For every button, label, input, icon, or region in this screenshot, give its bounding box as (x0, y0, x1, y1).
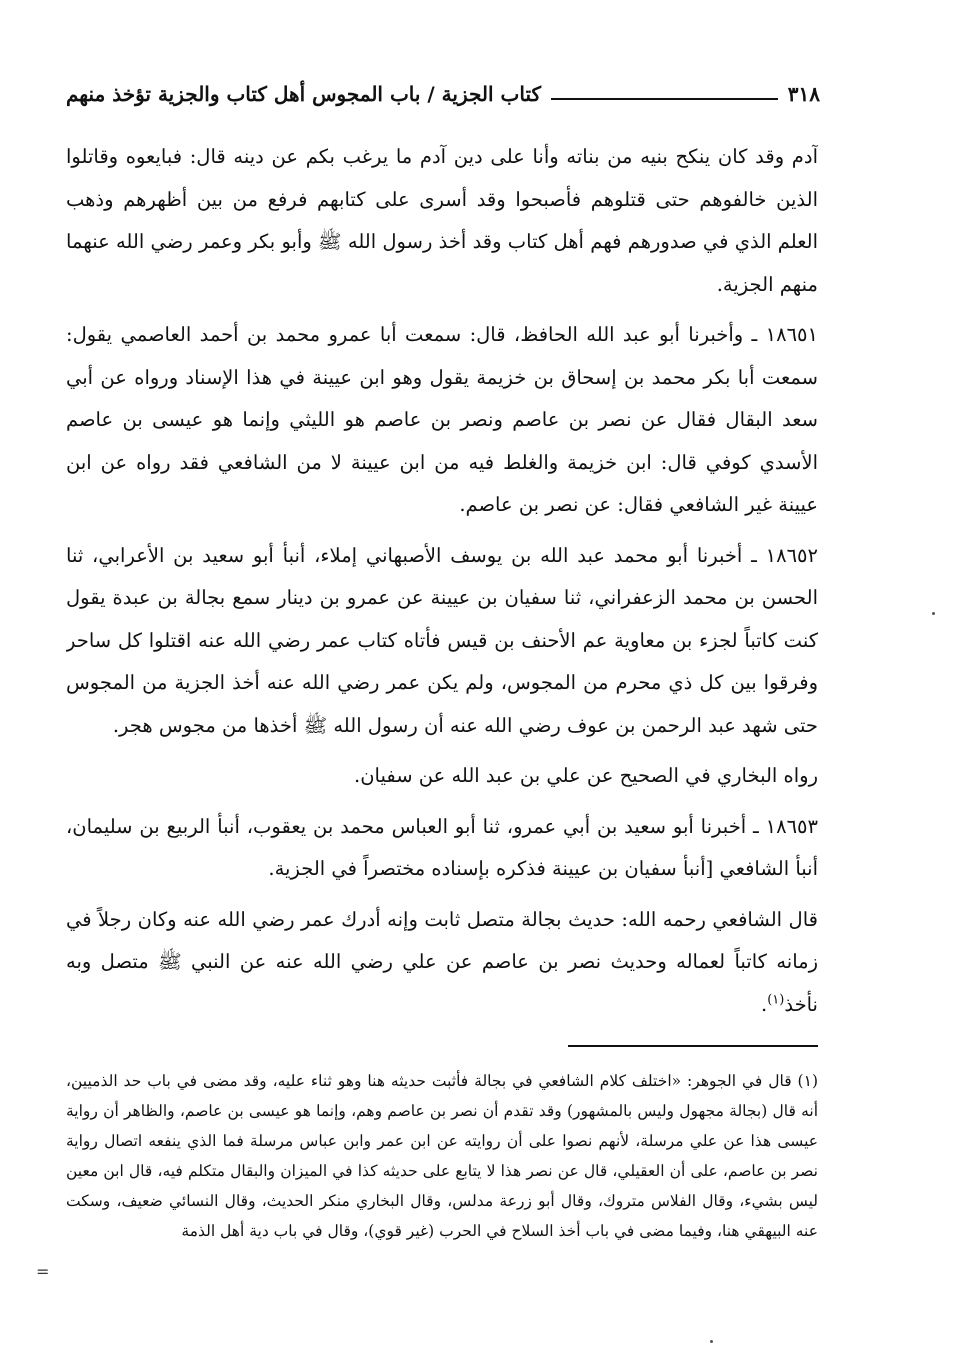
scan-speck (932, 612, 935, 615)
hadith-18652: ١٨٦٥٢ ـ أخبرنا أبو محمد عبد الله بن يوسف الأصبهاني إملاء، أنبأ أبو سعيد بن الأعرابي، ثنا الحسن بن محمد الزعفراني، ثنا سفيان بن عيينة عن عمرو بن دينار سمع بجالة بن عبدة يقول كنت كاتباً لجزء بن معاوية عم الأحنف بن قيس فأتاه كتاب عمر رضي الله عنه اقتلوا كل ساحر وفرقوا بين كل ذي محرم من المجوس، ولم يكن عمر رضي الله عنه أخذ الجزية من المجوس حتى شهد عبد الرحمن بن عوف رضي الله عنه أن رسول الله ﷺ أخذها من مجوس هجر. (66, 543, 818, 737)
footnote-text: (١) قال في الجوهر: «اختلف كلام الشافعي في بجالة فأثبت حديثه هنا وهو ثناء عليه، وقد مضى في باب حد الذميين، أنه قال (بجالة مجهول وليس بالمشهور) وقد تقدم أن نصر بن عاصم وهم، وإنما هو عيسى بن عاصم، والظاهر أن رواية عيسى هذا عن علي مرسلة، لأنهم نصوا على أن روايته عن ابن عمر وابن عباس مرسلة فما الذي ينفعه اتصال رواية نصر بن عاصم، على أن العقيلي، قال عن نصر هذا لا يتابع على حديثه كذا في الميزان والبقال متكلم فيه، قال ابن معين ليس بشيء، وقال الفلاس متروك، وقال أبو زرعة مدلس، وقال البخاري منكر الحديث، وقال النسائي ضعيف، وسكت عنه البيهقي هنا، وفيما مضى في باب أخذ السلاح في الحرب (غير قوي)، وقال في باب دية أهل الذمة (66, 1072, 818, 1240)
hadith-18651: ١٨٦٥١ ـ وأخبرنا أبو عبد الله الحافظ، قال: سمعت أبا عمرو محمد بن أحمد العاصمي يقول: سمعت أبا بكر محمد بن إسحاق بن خزيمة يقول وهو ابن عيينة في هذا الإسناد ورواه عن أبي سعد البقال فقال عن نصر بن عاصم ونصر بن عاصم هو الليثي وإنما هو عيسى بن عاصم الأسدي كوفي قال: ابن خزيمة والغلط فيه من ابن عيينة لا من الشافعي فقد رواه عن ابن عيينة غير الشافعي فقال: عن نصر بن عاصم. (66, 323, 818, 516)
continuation-mark: = (36, 1262, 50, 1281)
footnote (66, 1066, 818, 1292)
running-title: كتاب الجزية / باب المجوس أهل كتاب والجزية تؤخذ منهم (66, 82, 541, 106)
header-rule (551, 98, 778, 100)
page-header (66, 74, 820, 114)
narration-note: رواه البخاري في الصحيح عن علي بن عبد الله عن سفيان. (354, 764, 818, 787)
main-text (66, 136, 818, 1036)
footnote-separator (568, 1045, 818, 1047)
scan-speck (710, 1340, 713, 1343)
sentence-end: . (760, 992, 768, 1016)
footnote-reference[interactable]: (١) (767, 992, 785, 1007)
shafii-comment (66, 899, 818, 1027)
hadith-18653: ١٨٦٥٣ ـ أخبرنا أبو سعيد بن أبي عمرو، ثنا أبو العباس محمد بن يعقوب، أنبأ الربيع بن سليمان، أنبأ الشافعي [أنبأ سفيان بن عيينة فذكره بإسناده مختصراً في الجزية. (66, 814, 818, 880)
paragraph-1: آدم وقد كان ينكح بنيه من بناته وأنا على دين آدم ما يرغب بكم عن دينه قال: فبايعوه وقاتلوا الذين خالفوهم حتى قتلوهم فأصبحوا وقد أسرى على كتابهم فرفع من بين أظهرهم وذهب العلم الذي في صدورهم فهم أهل كتاب وقد أخذ رسول الله ﷺ وأبو بكر وعمر رضي الله عنهما منهم الجزية. (66, 145, 818, 296)
page-number: ٣١٨ (787, 82, 820, 106)
shafii-comment-text: قال الشافعي رحمه الله: حديث بجالة متصل ثابت وإنه أدرك عمر رضي الله عنه وكان رجلاً في زمانه كاتباً لعماله وحديث نصر بن عاصم عن علي رضي الله عنه عن النبي ﷺ متصل وبه نأخذ (66, 907, 818, 1016)
